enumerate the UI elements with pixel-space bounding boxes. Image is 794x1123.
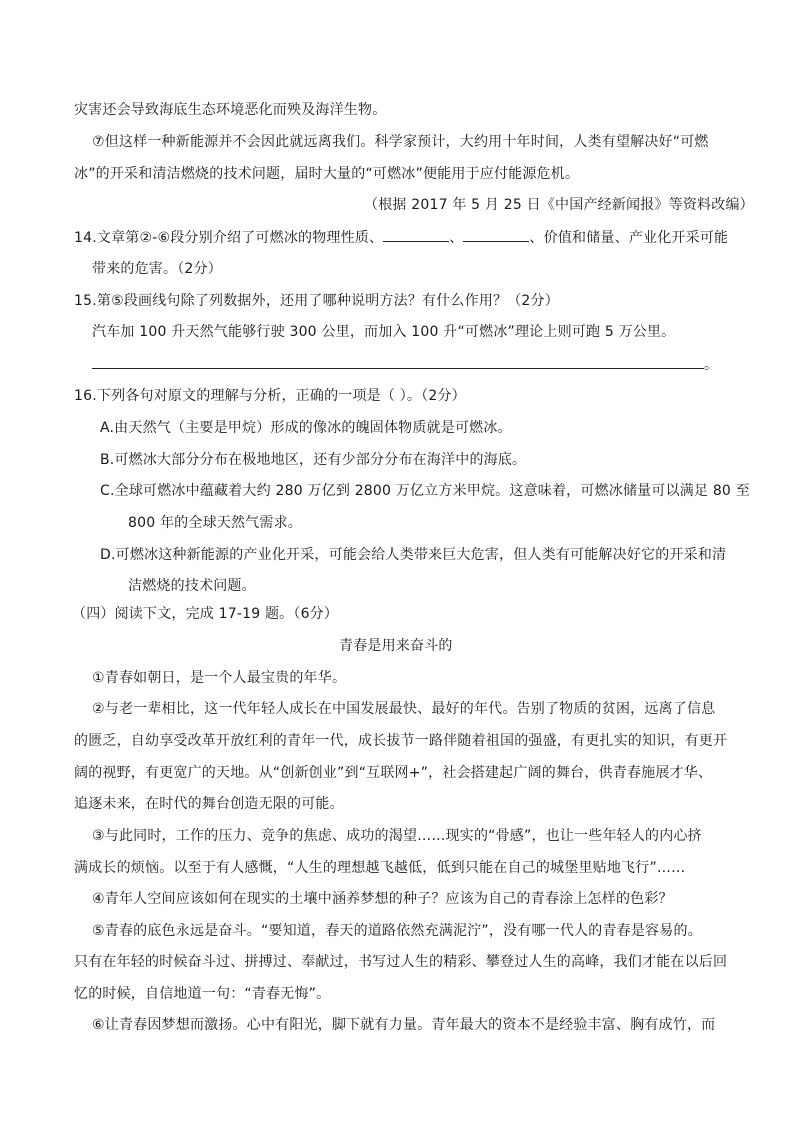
paragraph-5-line-2: 只有在年轻的时候奋斗过、拼搏过、奉献过，书写过人生的精彩、攀登过人生的高峰，我们才能在以后回 — [74, 954, 728, 970]
option-c-line-1: C.全球可燃冰中蕴藏着大约 280 万亿到 2800 万亿立方米甲烷。这意味着，可燃冰储量可以满足 80 至 — [100, 483, 750, 499]
paragraph-6-line-1: ⑥让青春因梦想而激扬。心中有阳光，脚下就有力量。青年最大的资本不是经验丰富、胸有成竹，而 — [92, 1017, 716, 1033]
paragraph-3-line-2: 满成长的烦恼。以至于有人感慨，“人生的理想越飞越低，低到只能在自己的城堡里贴地飞行”…… — [74, 860, 686, 876]
question-15-quoted-sentence: 汽车加 100 升天然气能够行驶 300 公里，而加入 100 升“可燃冰”理论上则可跑 5 万公里。 — [92, 324, 676, 340]
source-citation: （根据 2017 年 5 月 25 日《中国产经新闻报》等资料改编） — [364, 197, 754, 213]
answer-blank-2[interactable] — [463, 227, 529, 242]
question-14-part1: 14.文章第②-⑥段分别介绍了可燃冰的物理性质、 — [74, 230, 384, 246]
paragraph-1: ①青春如朝日，是一个人最宝贵的年华。 — [92, 670, 347, 686]
paragraph-3-line-1: ③与此同时，工作的压力、竞争的焦虑、成功的渴望……现实的“骨感”，也让一些年轻人的内心挤 — [92, 828, 702, 844]
paragraph-7-line-1: ⑦但这样一种新能源并不会因此就远离我们。科学家预计，大约用十年时间，人类有望解决好“可燃 — [92, 134, 709, 150]
option-a: A.由天然气（主要是甲烷）形成的像冰的魄固体物质就是可燃冰。 — [100, 420, 512, 436]
paragraph-2-line-1: ②与老一辈相比，这一代年轻人成长在中国发展最快、最好的年代。告别了物质的贫困，远离了信息 — [92, 701, 716, 717]
passage-line-end: 灾害还会导致海底生态环境恶化而殃及海洋生物。 — [74, 102, 387, 118]
paragraph-5-line-3: 忆的时候，自信地道一句：“青春无悔”。 — [74, 986, 331, 1002]
option-d-line-1: D.可燃冰这种新能源的产业化开采，可能会给人类带来巨大危害，但人类有可能解决好它的开采和清 — [100, 547, 727, 563]
section-4-heading: （四）阅读下文，完成 17-19 题。（6分） — [72, 606, 339, 622]
paragraph-2-line-2: 的匮乏，自幼享受改革开放红利的青年一代，成长拔节一路伴随着祖国的强盛，有更扎实的知识，有更开 — [74, 733, 728, 749]
paragraph-2-line-4: 追逐未来，在时代的舞台创造无限的可能。 — [74, 796, 344, 812]
question-16-stem: 16.下列各句对原文的理解与分析，正确的一项是（ ）。（2分） — [74, 388, 466, 404]
question-15: 15.第⑤段画线句除了列数据外，还用了哪种说明方法？有什么作用？（2分） — [74, 293, 559, 309]
question-14 — [74, 227, 728, 248]
answer-line-end-mark: 。 — [704, 357, 719, 373]
question-15-answer-line[interactable] — [92, 368, 704, 369]
answer-blank-1[interactable] — [383, 227, 449, 242]
paragraph-5-line-1: ⑤青春的底色永远是奋斗。“要知道，春天的道路依然充满泥泞”，没有哪一代人的青春是容易的。 — [92, 923, 702, 939]
question-14-line-2: 带来的危害。（2分） — [92, 261, 222, 277]
option-d-line-2: 洁燃烧的技术问题。 — [128, 578, 256, 594]
question-14-separator: 、 — [449, 230, 464, 246]
article-title: 青春是用来奋斗的 — [339, 638, 453, 654]
option-b: B.可燃冰大部分分布在极地地区，还有少部分分布在海洋中的海底。 — [100, 452, 527, 468]
paragraph-7-line-2: 冰”的开采和清洁燃烧的技术问题，届时大量的“可燃冰”便能用于应付能源危机。 — [74, 166, 580, 182]
option-c-line-2: 800 年的全球天然气需求。 — [128, 515, 302, 531]
paragraph-2-line-3: 阔的视野，有更宽广的天地。从“创新创业”到“互联网+”，社会搭建起广阔的舞台，供青春施展才华、 — [74, 765, 713, 781]
paragraph-4: ④青年人空间应该如何在现实的土壤中涵养梦想的种子？应该为自己的青春涂上怎样的色彩？ — [92, 891, 673, 907]
question-14-part2: 、价值和储量、产业化开采可能 — [529, 230, 729, 246]
